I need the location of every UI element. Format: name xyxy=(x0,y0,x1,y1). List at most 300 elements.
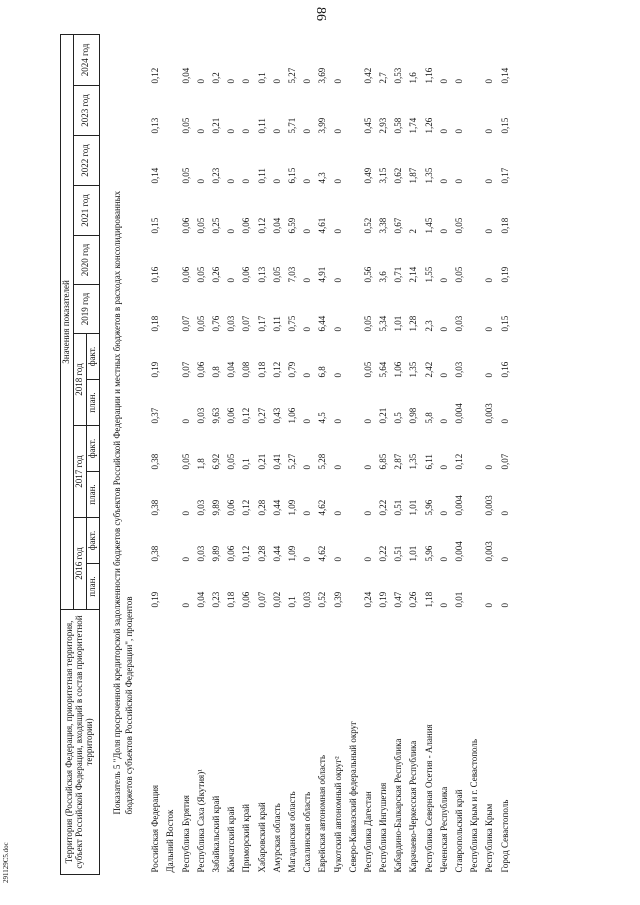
value-cell: 0,52 xyxy=(317,591,328,608)
table-row xyxy=(375,34,390,874)
value-cell: 0,004 xyxy=(454,403,465,424)
value-cell xyxy=(467,86,482,136)
table-row xyxy=(269,34,284,874)
territory-name: Республика Ингушетия xyxy=(378,782,389,873)
year-header: 2022 год xyxy=(73,136,99,186)
value-cell xyxy=(163,86,178,136)
value-cell: 0,51 xyxy=(393,499,404,516)
value-cell: 0 xyxy=(438,327,449,332)
value-cell: 5,96 xyxy=(423,499,434,516)
value-cell: 0,03 xyxy=(302,591,313,608)
value-cell: 0 xyxy=(271,179,282,184)
value-cell: 0,22 xyxy=(378,545,389,562)
value-cell: 1,18 xyxy=(423,591,434,608)
value-cell: 1,35 xyxy=(408,361,419,378)
value-cell: 2 xyxy=(408,229,419,234)
table-row xyxy=(421,34,436,874)
value-cell: 0,13 xyxy=(256,266,267,283)
value-cell: 0,06 xyxy=(226,499,237,516)
value-cell: 0,21 xyxy=(211,117,222,134)
value-cell: 0,06 xyxy=(241,591,252,608)
value-cell: 0,03 xyxy=(195,499,206,516)
value-cell: 0 xyxy=(302,278,313,283)
value-cell xyxy=(345,236,360,285)
value-cell: 0 xyxy=(484,465,495,470)
territory-name: Дальний Восток xyxy=(165,809,176,873)
table-row xyxy=(315,34,330,874)
value-cell: 0,06 xyxy=(226,545,237,562)
table-row xyxy=(451,34,466,874)
value-cell: 0,49 xyxy=(362,167,373,184)
value-cell: 7,03 xyxy=(286,266,297,283)
value-cell: 0 xyxy=(332,557,343,562)
value-cell: 0,03 xyxy=(454,315,465,332)
value-cell: 1,87 xyxy=(408,167,419,184)
value-cell: 1,01 xyxy=(408,545,419,562)
year-header: 2024 год xyxy=(73,34,99,85)
territory-header: Территория (Российская Федерация, приоритетная территория, субъект Российской Федерации, входящий в состав приоритетной территории) xyxy=(61,610,100,875)
value-cell: 0,06 xyxy=(241,217,252,234)
value-cell: 1,74 xyxy=(408,117,419,134)
value-cell: 0,26 xyxy=(211,266,222,283)
territory-name: Республика Бурятия xyxy=(180,795,191,873)
territory-name: Республика Северная Осетия - Алания xyxy=(423,724,434,873)
value-cell: 0,05 xyxy=(271,266,282,283)
value-cell: 0,25 xyxy=(211,217,222,234)
value-cell: 4,91 xyxy=(317,266,328,283)
value-cell: 0,05 xyxy=(454,266,465,283)
territory-name: Республика Крым и г. Севастополь xyxy=(469,738,480,873)
value-cell: 9,89 xyxy=(211,545,222,562)
value-cell: 6,8 xyxy=(317,366,328,378)
value-cell xyxy=(345,564,360,610)
territory-name: Хабаровский край xyxy=(256,802,267,873)
value-cell: 0,28 xyxy=(256,545,267,562)
value-cell: 5,34 xyxy=(378,315,389,332)
value-cell: 0 xyxy=(332,79,343,84)
value-cell: 0,08 xyxy=(241,361,252,378)
year-header: 2016 год xyxy=(73,518,86,610)
value-cell: 0,5 xyxy=(393,412,404,424)
value-cell: 0,18 xyxy=(256,361,267,378)
value-cell: 0,07 xyxy=(256,591,267,608)
value-cell: 0 xyxy=(454,79,465,84)
value-cell: 1,06 xyxy=(393,361,404,378)
value-cell: 0 xyxy=(332,419,343,424)
value-cell: 0,45 xyxy=(362,117,373,134)
fact-header: факт. xyxy=(86,426,99,472)
value-cell: 0 xyxy=(438,79,449,84)
value-cell: 0,03 xyxy=(454,361,465,378)
value-cell: 0 xyxy=(362,419,373,424)
value-cell: 0,06 xyxy=(241,266,252,283)
value-cell: 5,27 xyxy=(286,453,297,470)
value-cell: 0,06 xyxy=(180,266,191,283)
value-cell: 0,12 xyxy=(241,499,252,516)
value-cell: 0,12 xyxy=(271,361,282,378)
value-cell xyxy=(467,564,482,610)
value-cell: 0,44 xyxy=(271,499,282,516)
value-cell: 0,07 xyxy=(499,453,510,470)
value-cell: 0,06 xyxy=(195,361,206,378)
value-cell: 0,17 xyxy=(256,315,267,332)
value-cell: 0,1 xyxy=(286,596,297,608)
value-cell: 0 xyxy=(499,419,510,424)
value-cell: 0 xyxy=(454,179,465,184)
value-cell: 1,26 xyxy=(423,117,434,134)
value-cell: 0,21 xyxy=(256,453,267,470)
value-cell: 4,62 xyxy=(317,499,328,516)
value-cell: 4,62 xyxy=(317,545,328,562)
value-cell: 0,04 xyxy=(180,67,191,84)
value-cell: 0,05 xyxy=(195,217,206,234)
value-cell: 2,7 xyxy=(378,72,389,84)
table-body xyxy=(99,34,512,874)
value-cell: 0 xyxy=(332,465,343,470)
value-cell: 3,6 xyxy=(378,271,389,283)
table-row xyxy=(163,34,178,874)
value-cell: 6,11 xyxy=(423,454,434,470)
value-cell: 0 xyxy=(332,511,343,516)
value-cell: 0 xyxy=(332,179,343,184)
value-cell: 0,16 xyxy=(499,361,510,378)
value-cell: 0,12 xyxy=(150,67,161,84)
table-row xyxy=(406,34,421,874)
value-cell: 0 xyxy=(302,373,313,378)
value-cell: 0 xyxy=(195,179,206,184)
year-header: 2018 год xyxy=(73,334,86,426)
value-cell: 1,35 xyxy=(408,453,419,470)
value-cell: 0 xyxy=(180,419,191,424)
value-cell: 0,75 xyxy=(286,315,297,332)
value-cell xyxy=(163,34,178,85)
value-cell: 0 xyxy=(241,179,252,184)
table-row xyxy=(345,34,360,874)
value-cell: 0,11 xyxy=(256,118,267,134)
value-cell: 1,01 xyxy=(408,499,419,516)
value-cell: 0,51 xyxy=(393,545,404,562)
fact-header: факт. xyxy=(86,334,99,380)
value-cell: 0 xyxy=(484,603,495,608)
value-cell: 0,003 xyxy=(484,495,495,516)
territory-name: Республика Саха (Якутия)¹ xyxy=(195,769,206,873)
value-cell xyxy=(345,472,360,518)
table-row xyxy=(467,34,482,874)
value-cell: 2,42 xyxy=(423,361,434,378)
value-cell: 0,06 xyxy=(180,217,191,234)
value-cell xyxy=(345,34,360,85)
year-header: 2020 год xyxy=(73,236,99,285)
value-cell: 2,3 xyxy=(423,320,434,332)
value-cell: 1,6 xyxy=(408,72,419,84)
value-cell xyxy=(467,186,482,236)
territory-name: Чукотский автономный округ² xyxy=(332,756,343,873)
value-cell: 0,18 xyxy=(150,315,161,332)
value-cell: 0 xyxy=(438,511,449,516)
table-row xyxy=(391,34,406,874)
territory-name: Республика Дагестан xyxy=(362,791,373,873)
value-cell: 6,15 xyxy=(286,167,297,184)
value-cell: 0,71 xyxy=(393,266,404,283)
territory-name: Забайкальский край xyxy=(211,795,222,873)
value-cell: 0,23 xyxy=(211,167,222,184)
table-row xyxy=(239,34,254,874)
value-cell: 0 xyxy=(438,278,449,283)
value-cell xyxy=(467,472,482,518)
value-cell: 0,04 xyxy=(226,361,237,378)
value-cell: 0,8 xyxy=(211,366,222,378)
value-cell: 0 xyxy=(332,129,343,134)
value-cell xyxy=(163,334,178,380)
value-cell: 3,69 xyxy=(317,67,328,84)
value-cell xyxy=(163,186,178,236)
value-cell: 0,15 xyxy=(150,217,161,234)
value-cell xyxy=(345,285,360,334)
value-cell: 0 xyxy=(271,79,282,84)
value-cell: 0 xyxy=(484,129,495,134)
territory-name: Еврейская автономная область xyxy=(317,755,328,873)
value-cell: 0 xyxy=(362,511,373,516)
territory-name: Северо-Кавказский федеральный округ xyxy=(347,721,358,873)
table-row xyxy=(360,34,375,874)
territory-name: Приморский край xyxy=(241,804,252,873)
value-cell xyxy=(163,136,178,186)
value-cell: 0,38 xyxy=(150,545,161,562)
value-cell: 0,12 xyxy=(241,545,252,562)
value-cell: 0 xyxy=(195,129,206,134)
indicator-row xyxy=(99,34,148,874)
value-cell: 1,35 xyxy=(423,167,434,184)
value-cell: 0,2 xyxy=(211,72,222,84)
value-cell: 0 xyxy=(226,129,237,134)
value-cell: 0 xyxy=(195,79,206,84)
value-cell: 0,13 xyxy=(150,117,161,134)
value-cell: 2,93 xyxy=(378,117,389,134)
territory-name: Республика Крым xyxy=(484,803,495,873)
value-cell: 0,15 xyxy=(499,315,510,332)
value-cell: 0 xyxy=(362,465,373,470)
value-cell: 1,16 xyxy=(423,67,434,84)
value-cell: 0,22 xyxy=(378,499,389,516)
footer-filename: 291129C5.doc xyxy=(2,842,10,883)
value-cell: 6,59 xyxy=(286,217,297,234)
value-cell: 0 xyxy=(438,179,449,184)
value-cell: 0,1 xyxy=(241,458,252,470)
value-cell: 5,71 xyxy=(286,117,297,134)
value-cell: 0,56 xyxy=(362,266,373,283)
value-cell: 0,43 xyxy=(271,407,282,424)
fact-header: факт. xyxy=(86,518,99,564)
value-cell: 0 xyxy=(180,511,191,516)
value-cell: 0,004 xyxy=(454,541,465,562)
value-cell: 0,28 xyxy=(256,499,267,516)
value-cell xyxy=(345,334,360,380)
value-cell: 0 xyxy=(438,229,449,234)
value-cell: 0 xyxy=(438,373,449,378)
page-number: 86 xyxy=(313,7,328,21)
value-cell: 1,28 xyxy=(408,315,419,332)
value-cell: 1,45 xyxy=(423,217,434,234)
value-cell xyxy=(163,518,178,564)
value-cell: 0,05 xyxy=(195,266,206,283)
value-cell: 0,004 xyxy=(454,495,465,516)
territory-name: Сахалинская область xyxy=(302,791,313,873)
value-cell: 0 xyxy=(302,79,313,84)
value-cell: 1,8 xyxy=(195,458,206,470)
territory-name: Чеченская Республика xyxy=(438,786,449,873)
territory-name: Город Севастополь xyxy=(499,799,510,873)
value-cell: 5,28 xyxy=(317,453,328,470)
value-cell: 0,05 xyxy=(362,315,373,332)
plan-header: план. xyxy=(86,472,99,518)
value-cell: 0,19 xyxy=(378,591,389,608)
table-header xyxy=(61,34,100,874)
value-cell: 0,62 xyxy=(393,167,404,184)
value-cell: 0,12 xyxy=(256,217,267,234)
value-cell xyxy=(345,426,360,472)
value-cell: 1,01 xyxy=(393,315,404,332)
value-cell: 0,41 xyxy=(271,453,282,470)
value-cell xyxy=(467,380,482,426)
value-cell: 0 xyxy=(302,327,313,332)
value-cell: 0 xyxy=(180,603,191,608)
value-cell: 0,38 xyxy=(150,499,161,516)
value-cell xyxy=(467,136,482,186)
value-cell: 0 xyxy=(332,229,343,234)
value-cell: 0 xyxy=(484,278,495,283)
table-row xyxy=(148,34,163,874)
value-cell: 0 xyxy=(332,278,343,283)
value-cell xyxy=(163,285,178,334)
value-cell: 0,76 xyxy=(211,315,222,332)
value-cell: 0,27 xyxy=(256,407,267,424)
value-cell: 0,003 xyxy=(484,403,495,424)
value-cell: 4,5 xyxy=(317,412,328,424)
value-cell: 0,02 xyxy=(271,591,282,608)
value-cell: 3,38 xyxy=(378,217,389,234)
value-cell xyxy=(163,236,178,285)
value-cell xyxy=(467,236,482,285)
year-header: 2019 год xyxy=(73,285,99,334)
territory-name: Амурская область xyxy=(271,803,282,873)
value-cell: 6,92 xyxy=(211,453,222,470)
value-cell xyxy=(163,380,178,426)
value-cell: 0,003 xyxy=(484,541,495,562)
value-cell: 0 xyxy=(302,419,313,424)
value-cell xyxy=(163,472,178,518)
plan-header: план. xyxy=(86,564,99,610)
value-cell: 0 xyxy=(302,229,313,234)
value-cell: 0 xyxy=(484,179,495,184)
value-cell: 9,89 xyxy=(211,499,222,516)
value-cell: 0,14 xyxy=(150,167,161,184)
value-cell xyxy=(467,426,482,472)
value-cell: 0,07 xyxy=(180,361,191,378)
value-cell: 0,18 xyxy=(499,217,510,234)
table-row xyxy=(436,34,451,874)
value-cell: 0 xyxy=(302,129,313,134)
value-cell: 6,44 xyxy=(317,315,328,332)
value-cell: 0 xyxy=(438,465,449,470)
value-cell: 0,42 xyxy=(362,67,373,84)
value-cell: 0,67 xyxy=(393,217,404,234)
value-cell: 5,96 xyxy=(423,545,434,562)
value-cell: 0 xyxy=(180,557,191,562)
value-cell: 0,05 xyxy=(362,361,373,378)
indicator-caption: Показатель 5 "Доля просроченной кредиторской задолженности бюджетов субъектов Российской Федерации и местных бюджетов в расходах консолидированных бюджетов субъектов Российской Федерации", процентов xyxy=(112,190,134,815)
value-cell: 0,52 xyxy=(362,217,373,234)
value-cell: 0 xyxy=(499,603,510,608)
value-cell: 0,11 xyxy=(271,316,282,332)
value-cell: 0 xyxy=(302,511,313,516)
value-cell: 0 xyxy=(226,278,237,283)
value-cell: 0,05 xyxy=(180,453,191,470)
value-cell: 0 xyxy=(484,79,495,84)
value-cell: 0,16 xyxy=(150,266,161,283)
value-cell: 5,27 xyxy=(286,67,297,84)
value-cell xyxy=(345,136,360,186)
value-cell: 0,03 xyxy=(226,315,237,332)
value-cell: 0,26 xyxy=(408,591,419,608)
value-cell xyxy=(467,334,482,380)
value-cell: 0,19 xyxy=(499,266,510,283)
value-cell xyxy=(345,186,360,236)
table-row xyxy=(224,34,239,874)
table-row xyxy=(482,34,497,874)
value-cell: 0,23 xyxy=(211,591,222,608)
value-cell: 0 xyxy=(454,129,465,134)
value-cell: 0,37 xyxy=(150,407,161,424)
value-cell: 0,47 xyxy=(393,591,404,608)
value-cell: 0 xyxy=(226,229,237,234)
value-cell: 0,18 xyxy=(226,591,237,608)
table-row xyxy=(497,34,512,874)
territory-name: Кабардино-Балкарская Республика xyxy=(393,738,404,873)
value-cell: 0,53 xyxy=(393,67,404,84)
territory-name: Магаданская область xyxy=(286,791,297,873)
table-row xyxy=(330,34,345,874)
value-cell xyxy=(467,285,482,334)
value-cell: 0 xyxy=(332,373,343,378)
value-cell: 0 xyxy=(438,557,449,562)
value-cell xyxy=(345,86,360,136)
value-cell: 1,55 xyxy=(423,266,434,283)
value-cell: 0 xyxy=(499,511,510,516)
indicator-table xyxy=(60,34,512,875)
value-cell: 0,03 xyxy=(195,407,206,424)
territory-name: Камчатский край xyxy=(226,806,237,873)
table-row xyxy=(300,34,315,874)
value-cell: 0 xyxy=(302,465,313,470)
value-cell: 0 xyxy=(226,79,237,84)
table-row xyxy=(208,34,223,874)
value-cell: 0,05 xyxy=(195,315,206,332)
table-row xyxy=(178,34,193,874)
value-cell: 0 xyxy=(302,557,313,562)
value-cell: 0,07 xyxy=(180,315,191,332)
value-cell: 0 xyxy=(332,327,343,332)
value-cell xyxy=(345,518,360,564)
value-cell: 0 xyxy=(484,229,495,234)
value-cell: 0,14 xyxy=(499,67,510,84)
value-cell: 3,15 xyxy=(378,167,389,184)
value-cell: 0,03 xyxy=(195,545,206,562)
value-cell: 0,15 xyxy=(499,117,510,134)
value-cell: 6,85 xyxy=(378,453,389,470)
value-cell: 0 xyxy=(484,327,495,332)
value-cell xyxy=(467,34,482,85)
value-cell: 0 xyxy=(302,179,313,184)
